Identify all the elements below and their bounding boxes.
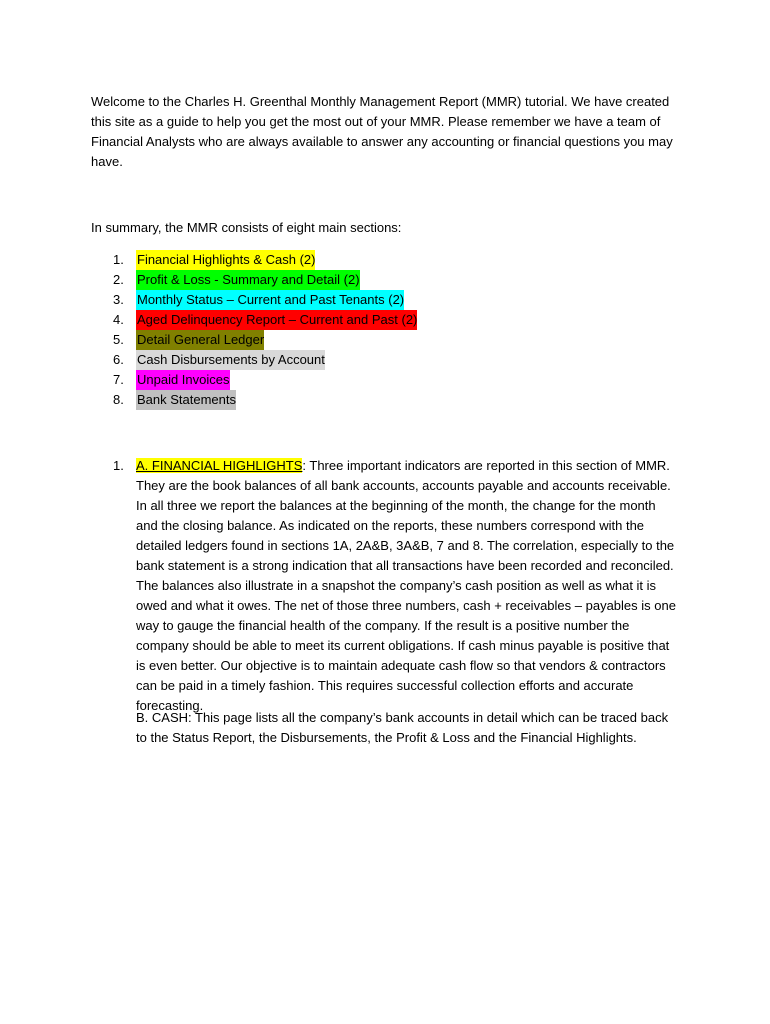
list-item-label: Unpaid Invoices — [136, 370, 230, 390]
list-item-label: Profit & Loss - Summary and Detail (2) — [136, 270, 360, 290]
list-item — [113, 330, 417, 350]
list-item-number: 4. — [113, 312, 124, 327]
list-item — [113, 270, 417, 290]
list-item-label: Cash Disbursements by Account — [136, 350, 325, 370]
list-item-number: 2. — [113, 272, 124, 287]
list-item-label: Aged Delinquency Report – Current and Past (2) — [136, 310, 417, 330]
summary-heading: In summary, the MMR consists of eight main sections: — [91, 220, 402, 235]
section-cash-paragraph: B. CASH: This page lists all the company’s bank accounts in detail which can be traced back to the Status Report, the Disbursements, the Profit & Loss and the Financial Highlights. — [136, 710, 669, 745]
section-body: : Three important indicators are reported in this section of MMR. They are the book balances of all bank accounts, accounts payable and accounts receivable. In all three we report the balances at the beginning of the month, the change for the month and the closing balance. As indicated on the reports, these numbers correspond with the detailed ledgers found in sections 1A, 2A&B, 3A&B, 7 and 8. The correlation, especially to the bank statement is a strong indication that all transactions have been recorded and reconciled. The balances also illustrate in a snapshot the company’s cash position as well as what it is owed and what it owes. The net of those three numbers, cash + receivables – payables is one way to gauge the financial health of the company. If the result is a positive number the company should be able to meet its current obligations. If cash minus payable is positive that is even better. Our objective is to maintain adequate cash flow so that vendors & contractors can be paid in a timely fashion. This requires successful collection efforts and accurate forecasting. — [136, 458, 676, 713]
section-title: A. FINANCIAL HIGHLIGHTS — [136, 458, 303, 473]
section-row — [113, 456, 676, 716]
list-item-number: 8. — [113, 392, 124, 407]
list-item — [113, 350, 417, 370]
sections-list — [113, 250, 417, 410]
list-item-label: Financial Highlights & Cash (2) — [136, 250, 315, 270]
section-financial-highlights — [113, 456, 676, 716]
section-text — [136, 456, 676, 716]
list-item-number: 7. — [113, 372, 124, 387]
list-item — [113, 370, 417, 390]
list-item-number: 5. — [113, 332, 124, 347]
list-item-label: Detail General Ledger — [136, 330, 264, 350]
list-item-number: 1. — [113, 252, 124, 267]
section-number: 1. — [113, 458, 124, 473]
list-item — [113, 310, 417, 330]
list-item — [113, 290, 417, 310]
list-item-label: Monthly Status – Current and Past Tenants (2) — [136, 290, 404, 310]
intro-paragraph: Welcome to the Charles H. Greenthal Monthly Management Report (MMR) tutorial. We have created this site as a guide to help you get the most out of your MMR. Please remember we have a team of Financial Analysts who are always available to answer any accounting or financial questions you may have. — [91, 94, 673, 169]
list-item — [113, 250, 417, 270]
list-item-number: 3. — [113, 292, 124, 307]
list-item-label: Bank Statements — [136, 390, 236, 410]
list-item — [113, 390, 417, 410]
list-item-number: 6. — [113, 352, 124, 367]
